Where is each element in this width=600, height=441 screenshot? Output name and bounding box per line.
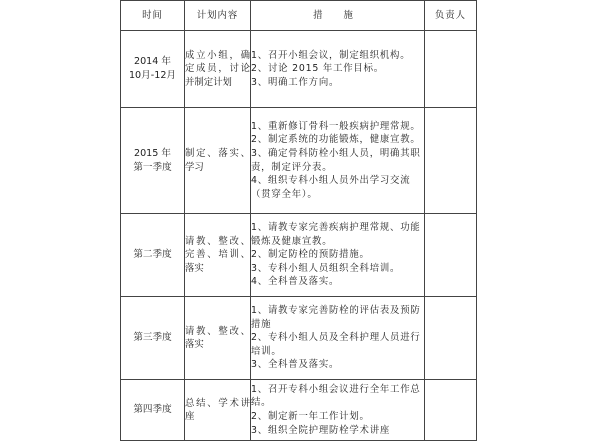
- measure-item: 2、制定新一年工作计划。: [251, 411, 370, 422]
- time-cell: [121, 297, 185, 380]
- header-row: [121, 1, 477, 31]
- owner-cell: [425, 108, 477, 214]
- time-line: 第二季度: [133, 249, 172, 260]
- owner-cell: [425, 31, 477, 108]
- time-cell: [121, 380, 185, 441]
- measure-item: 1、召开小组会议，制定组织机构。: [251, 49, 411, 61]
- measure-item: 1、重新修订骨科一般疾病护理常规。: [251, 120, 421, 132]
- table-row: [121, 31, 477, 108]
- owner-cell: [425, 214, 477, 297]
- owner-cell: [425, 380, 477, 441]
- measures-cell: [251, 214, 425, 297]
- table-row: [121, 214, 477, 297]
- plan-document: [120, 0, 476, 436]
- content-cell: 请教、整改、落实: [185, 297, 251, 380]
- time-cell: [121, 31, 185, 108]
- time-line: 第三季度: [133, 332, 172, 343]
- measures-cell: [251, 108, 425, 214]
- owner-cell: [425, 297, 477, 380]
- time-line: 2014 年: [133, 56, 172, 67]
- measure-item: 3、组织全院护理防栓学术讲座: [251, 424, 391, 436]
- time-cell: [121, 214, 185, 297]
- content-cell: 总结、学术讲座: [185, 380, 251, 441]
- measure-item: 2、制定防栓的预防措施。: [251, 249, 370, 261]
- measure-item: 1、请教专家完善防栓的评估表及预防措施: [251, 305, 421, 330]
- table-row: [121, 297, 477, 380]
- measure-item: 3、专科小组人员组织全科培训。: [251, 262, 401, 274]
- header-content: 计划内容: [185, 1, 251, 31]
- measure-item: 2、讨论 2015 年工作目标。: [251, 63, 384, 75]
- time-line: 第一季度: [133, 161, 172, 173]
- measure-item: 1、召开专科小组会议进行全年工作总结。: [251, 383, 421, 409]
- measures-cell: [251, 297, 425, 380]
- table-row: [121, 108, 477, 214]
- time-line: 10月-12月: [128, 70, 177, 81]
- work-plan-table: [120, 0, 477, 441]
- content-cell: 成立小组，确定成员，讨论并制定计划: [185, 31, 251, 108]
- measure-item: 1、请教专家完善疾病护理常规、功能锻炼及健康宣教。: [251, 222, 421, 247]
- measure-item: 2、制定系统的功能锻炼，健康宣教。: [251, 134, 421, 146]
- time-line: 第四季度: [133, 404, 172, 415]
- header-owner: 负责人: [425, 1, 477, 31]
- content-cell: 制定、落实、学习: [185, 108, 251, 214]
- header-time: 时间: [121, 1, 185, 31]
- table-row: [121, 380, 477, 441]
- content-cell: 请教、整改、完善、培训、落实: [185, 214, 251, 297]
- measure-item: 4、组织专科小组人员外出学习交流（贯穿全年）。: [251, 175, 411, 200]
- time-line: 2015 年: [133, 147, 172, 159]
- measure-item: 3、确定骨科防栓小组人员，明确其职责，制定评分表。: [251, 147, 421, 173]
- measure-item: 3、全科普及落实。: [251, 359, 340, 371]
- measure-item: 3、明确工作方向。: [251, 76, 340, 88]
- measures-cell: [251, 380, 425, 441]
- measure-item: 2、专科小组人员及全科护理人员进行培训。: [251, 332, 421, 357]
- measure-item: 4、全科普及落实。: [251, 276, 340, 288]
- header-measures: 措 施: [251, 1, 425, 31]
- measures-cell: [251, 31, 425, 108]
- time-cell: [121, 108, 185, 214]
